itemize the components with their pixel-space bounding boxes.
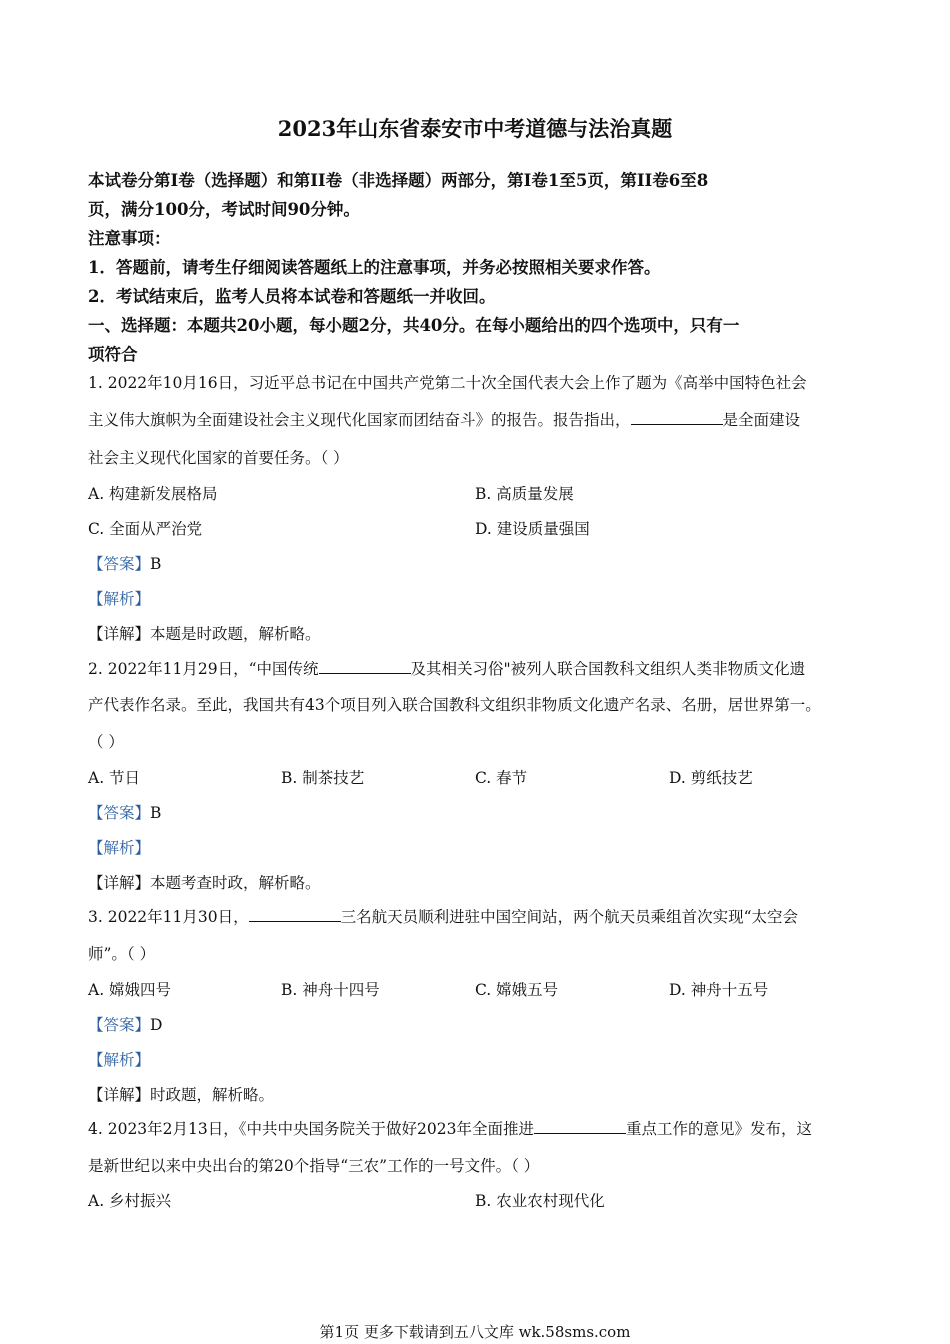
q1-option-d: D. 建设质量强国 bbox=[475, 520, 590, 538]
answer-value: D bbox=[150, 1016, 163, 1034]
answer-tag: 【答案】 bbox=[88, 1016, 151, 1034]
answer-tag: 【答案】 bbox=[88, 555, 151, 573]
q1-stem-line-1: 1. 2022年10月16日，习近平总书记在中国共产党第二十次全国代表大会上作了题为《高举中国特色社会 bbox=[88, 374, 807, 392]
q2-blank bbox=[319, 659, 411, 674]
q3-answer bbox=[88, 1013, 162, 1037]
q3-stem-line-2: 师”。（ ） bbox=[88, 945, 156, 963]
q1-stem-text: 主义伟大旗帜为全面建设社会主义现代化国家而团结奋斗》的报告。报告指出， bbox=[88, 411, 631, 429]
q3-stem-line-1 bbox=[88, 905, 798, 929]
q2-analysis-tag: 【解析】 bbox=[88, 839, 151, 857]
q2-option-a: A. 节日 bbox=[88, 769, 141, 787]
q2-stem-text: 2. 2022年11月29日，“中国传统 bbox=[88, 660, 319, 678]
notice-title: 注意事项： bbox=[88, 229, 171, 248]
q1-answer bbox=[88, 552, 161, 576]
q4-stem-line-2: 是新世纪以来中央出台的第20个指导“三农”工作的一号文件。（ ） bbox=[88, 1157, 540, 1175]
q4-option-a: A. 乡村振兴 bbox=[88, 1192, 172, 1210]
q1-blank bbox=[631, 410, 723, 425]
q1-stem-line-2 bbox=[88, 408, 800, 432]
q2-option-b: B. 制茶技艺 bbox=[281, 769, 365, 787]
q3-option-b: B. 神舟十四号 bbox=[281, 981, 380, 999]
q2-answer bbox=[88, 801, 161, 825]
q2-option-d: D. 剪纸技艺 bbox=[669, 769, 753, 787]
notice-item-1: 1．答题前，请考生仔细阅读答题纸上的注意事项，并务必按照相关要求作答。 bbox=[88, 258, 661, 277]
q2-stem-line-1 bbox=[88, 657, 805, 681]
q2-detail: 【详解】本题考查时政，解析略。 bbox=[88, 874, 321, 892]
q1-detail: 【详解】本题是时政题，解析略。 bbox=[88, 625, 321, 643]
q2-stem-line-3: （ ） bbox=[88, 733, 124, 751]
answer-value: B bbox=[150, 804, 162, 822]
q4-stem-text-after: 重点工作的意见》发布，这 bbox=[625, 1120, 812, 1138]
q2-option-c: C. 春节 bbox=[475, 769, 528, 787]
q1-option-c: C. 全面从严治党 bbox=[88, 520, 203, 538]
page-footer: 第1页 更多下载请到五八文库 wk.58sms.com bbox=[319, 1323, 631, 1341]
q3-blank bbox=[249, 907, 341, 922]
intro-line-2: 页，满分100分，考试时间90分钟。 bbox=[88, 200, 360, 219]
document-title: 2023年山东省泰安市中考道德与法治真题 bbox=[277, 116, 673, 141]
q3-option-c: C. 嫦娥五号 bbox=[475, 981, 559, 999]
q3-option-a: A. 嫦娥四号 bbox=[88, 981, 172, 999]
q4-option-b: B. 农业农村现代化 bbox=[475, 1192, 605, 1210]
q2-stem-text-after: 及其相关习俗"被列人联合国教科文组织人类非物质文化遗 bbox=[410, 660, 806, 678]
q1-option-a: A. 构建新发展格局 bbox=[88, 485, 218, 503]
q4-blank bbox=[534, 1119, 626, 1134]
answer-tag: 【答案】 bbox=[88, 804, 151, 822]
section-heading-line-2: 项符合 bbox=[88, 345, 138, 364]
notice-item-2: 2．考试结束后，监考人员将本试卷和答题纸一并收回。 bbox=[88, 287, 496, 306]
q3-option-d: D. 神舟十五号 bbox=[669, 981, 769, 999]
q2-stem-line-2: 产代表作名录。至此，我国共有43个项目列入联合国教科文组织非物质文化遗产名录、名册，居世界第一。 bbox=[88, 696, 821, 714]
q1-stem-line-3: 社会主义现代化国家的首要任务。（ ） bbox=[88, 449, 349, 467]
q1-option-b: B. 高质量发展 bbox=[475, 485, 574, 503]
intro-line-1: 本试卷分第Ⅰ卷（选择题）和第II卷（非选择题）两部分，第I卷1至5页，第II卷6至8 bbox=[88, 171, 709, 190]
q1-stem-text-after: 是全面建设 bbox=[722, 411, 801, 429]
q3-detail: 【详解】时政题，解析略。 bbox=[88, 1086, 275, 1104]
answer-value: B bbox=[150, 555, 162, 573]
q3-analysis-tag: 【解析】 bbox=[88, 1051, 151, 1069]
q1-analysis-tag: 【解析】 bbox=[88, 590, 151, 608]
q4-stem-line-1 bbox=[88, 1117, 812, 1141]
q4-stem-text: 4. 2023年2月13日，《中共中央国务院关于做好2023年全面推进 bbox=[88, 1120, 534, 1138]
q3-stem-text: 3. 2022年11月30日， bbox=[88, 908, 249, 926]
section-heading-line-1: 一、选择题：本题共20小题，每小题2分，共40分。在每小题给出的四个选项中，只有一 bbox=[88, 316, 740, 335]
q3-stem-text-after: 三名航天员顺利进驻中国空间站，两个航天员乘组首次实现“太空会 bbox=[340, 908, 799, 926]
